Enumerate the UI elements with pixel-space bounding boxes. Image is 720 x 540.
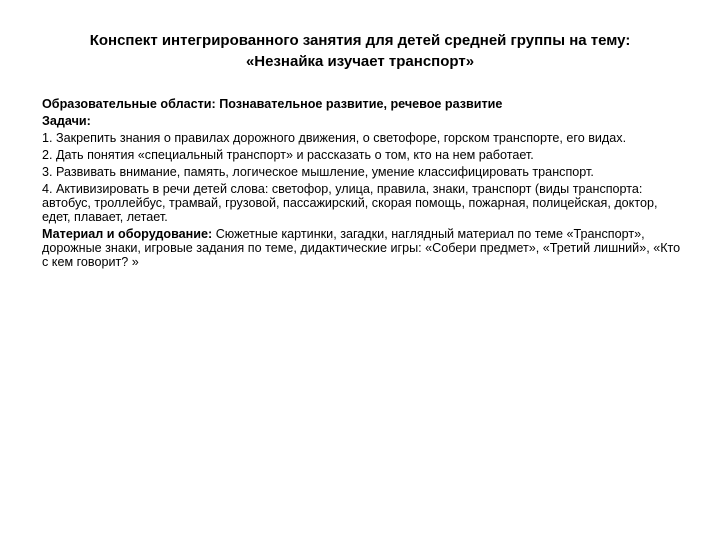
- task-item-3: 3. Развивать внимание, память, логическое мышление, умение классифицировать транспорт.: [42, 165, 594, 179]
- task-item-1: 1. Закрепить знания о правилах дорожного движения, о светофоре, горском транспорте, его видах.: [42, 131, 627, 145]
- page-title: [40, 30, 680, 72]
- title-line-1: Конспект интегрированного занятия для детей средней группы на тему:: [89, 32, 631, 49]
- task-item-2: 2. Дать понятия «специальный транспорт» и рассказать о том, кто на нем работает.: [42, 148, 534, 162]
- materials-paragraph: [42, 227, 682, 269]
- tasks-heading: Задачи:: [42, 114, 91, 128]
- educational-areas: Образовательные области: Познавательное развитие, речевое развитие: [42, 97, 503, 111]
- title-line-2: «Незнайка изучает транспорт»: [245, 53, 475, 70]
- materials-text: Сюжетные картинки, загадки, наглядный материал по теме «Транспорт», дорожные знаки, игровые задания по теме, дидактические игры: «Собери предмет», «Третий лишний», «Кто с кем говорит? »: [42, 227, 681, 269]
- task-item-4: 4. Активизировать в речи детей слова: светофор, улица, правила, знаки, транспорт (виды транспорта: автобус, троллейбус, трамвай, грузовой, пассажирский, скорая помощь, пожарная, полицейская, доктор, едет, плавает, летает.: [42, 182, 658, 224]
- materials-label: Материал и оборудование:: [42, 227, 213, 241]
- document-body: [42, 97, 682, 272]
